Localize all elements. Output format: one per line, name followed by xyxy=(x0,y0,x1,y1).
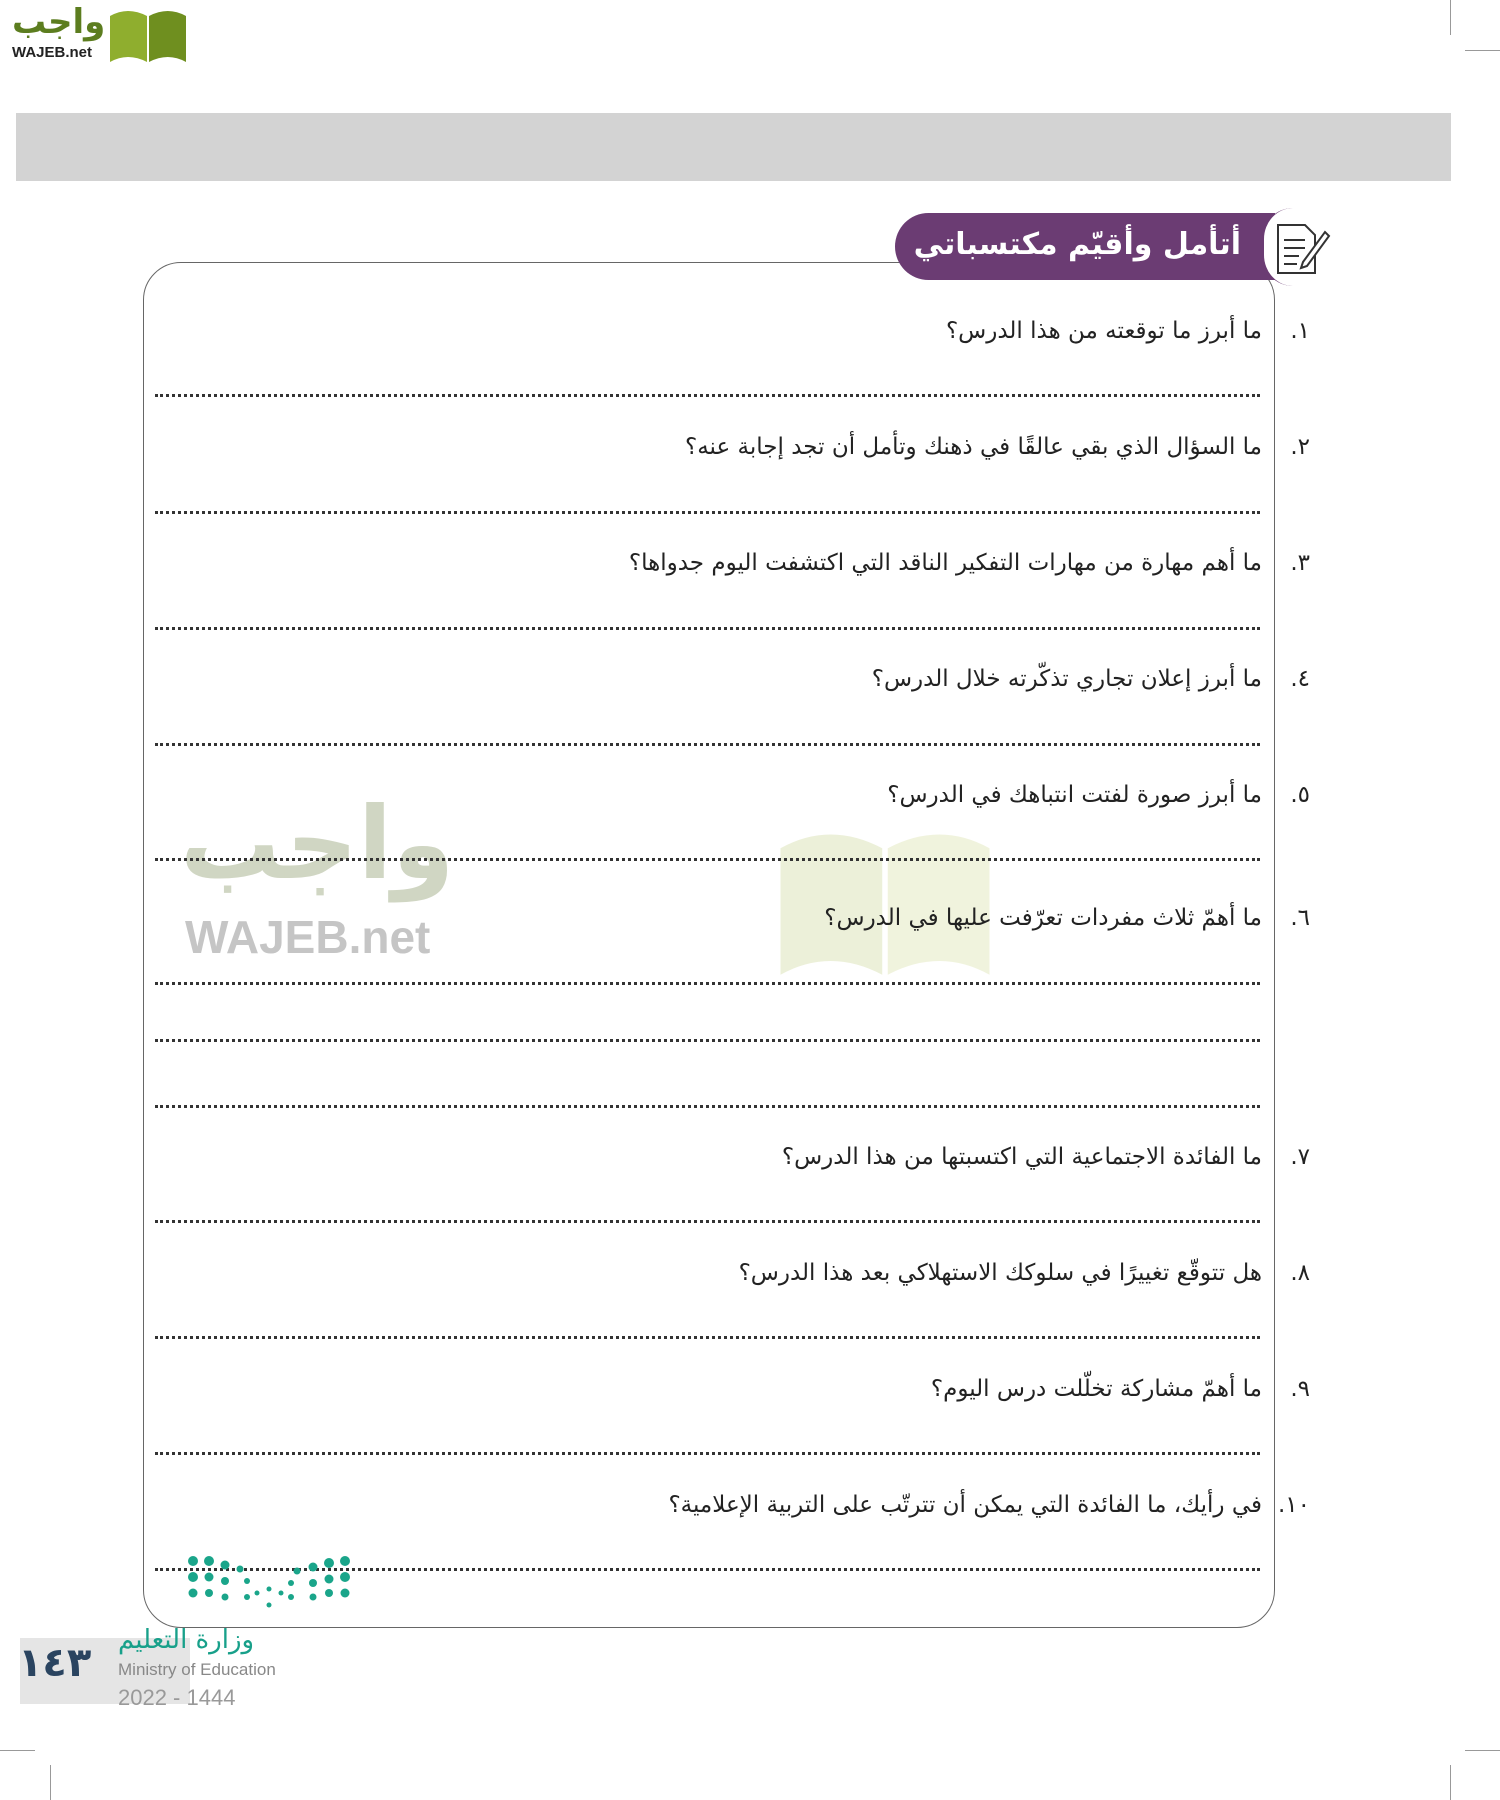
crop-mark xyxy=(50,1765,51,1800)
question-4: ٤. ما أبرز إعلان تجاري تذكّرته خلال الدرس؟ xyxy=(871,666,1310,692)
header-band xyxy=(16,113,1451,181)
ministry-arabic: وزارة التعليم xyxy=(118,1625,255,1655)
answer-line[interactable] xyxy=(155,1336,1260,1339)
crop-mark xyxy=(1450,0,1451,35)
question-10: ١٠. في رأيك، ما الفائدة التي يمكن أن تترتّب على التربية الإعلامية؟ xyxy=(668,1492,1310,1518)
logo-arabic: واجب xyxy=(12,2,106,42)
answer-line[interactable] xyxy=(155,627,1260,630)
ministry-year: 2022 - 1444 xyxy=(118,1685,236,1710)
question-9: ٩. ما أهمّ مشاركة تخلّلت درس اليوم؟ xyxy=(930,1376,1310,1402)
crop-mark xyxy=(1465,50,1500,51)
question-8: ٨. هل تتوقّع تغييرًا في سلوكك الاستهلاكي بعد هذا الدرس؟ xyxy=(738,1260,1310,1286)
question-3: ٣. ما أهم مهارة من مهارات التفكير الناقد التي اكتشفت اليوم جدواها؟ xyxy=(628,550,1310,576)
answer-line[interactable] xyxy=(155,743,1260,746)
ministry-dots-logo xyxy=(185,1553,355,1613)
answer-line[interactable] xyxy=(155,982,1260,985)
answer-line[interactable] xyxy=(155,511,1260,514)
watermark-english: WAJEB.net xyxy=(185,911,431,963)
question-6: ٦. ما أهمّ ثلاث مفردات تعرّفت عليها في الدرس؟ xyxy=(824,905,1310,931)
question-2: ٢. ما السؤال الذي بقي عالقًا في ذهنك وتأمل أن تجد إجابة عنه؟ xyxy=(685,434,1310,460)
section-title: أتأمل وأقيّم مكتسباتي xyxy=(895,213,1275,280)
note-pencil-icon xyxy=(1275,222,1331,276)
answer-line[interactable] xyxy=(155,1105,1260,1108)
answer-line[interactable] xyxy=(155,858,1260,861)
logo-english: WAJEB.net xyxy=(12,44,93,61)
answer-line[interactable] xyxy=(155,394,1260,397)
question-1: ١. ما أبرز ما توقعته من هذا الدرس؟ xyxy=(945,318,1310,344)
crop-mark xyxy=(1465,1750,1500,1751)
answer-line[interactable] xyxy=(155,1452,1260,1455)
crop-mark xyxy=(0,1750,35,1751)
answer-line[interactable] xyxy=(155,1039,1260,1042)
answer-line[interactable] xyxy=(155,1220,1260,1223)
crop-mark xyxy=(1450,1765,1451,1800)
ministry-english: Ministry of Education xyxy=(118,1660,276,1679)
question-7: ٧. ما الفائدة الاجتماعية التي اكتسبتها من هذا الدرس؟ xyxy=(781,1144,1310,1170)
page-number: ١٤٣ xyxy=(18,1640,92,1686)
watermark-arabic: واجب xyxy=(180,785,455,902)
question-5: ٥. ما أبرز صورة لفتت انتباهك في الدرس؟ xyxy=(887,782,1310,808)
watermark-book-icon xyxy=(775,818,995,983)
book-logo-icon xyxy=(108,6,188,64)
